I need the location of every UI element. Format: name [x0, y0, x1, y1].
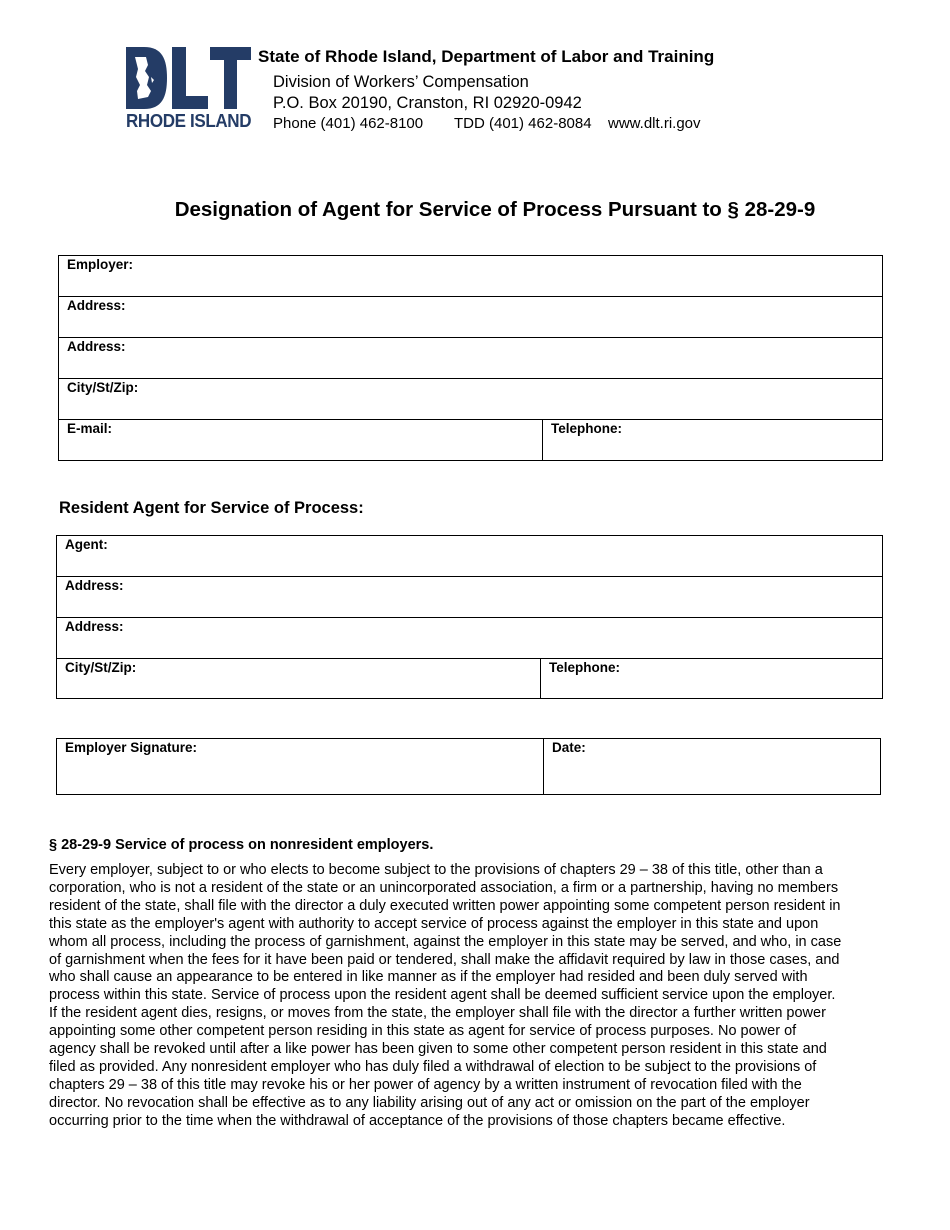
statute-line: If the resident agent dies, resigns, or moves from the state, the employer shall file with the director a further written power — [49, 1005, 826, 1022]
agent-contact-row — [57, 659, 882, 699]
employer-signature-field[interactable] — [57, 739, 543, 795]
statute-line: agency shall be revoked until after a like power has been given to some other competent person resident in this state and — [49, 1041, 827, 1058]
agent-address2-row[interactable] — [57, 618, 882, 659]
agent-address1-row[interactable] — [57, 577, 882, 618]
employer-email-field[interactable] — [59, 420, 542, 461]
agent-section-heading: Resident Agent for Service of Process: — [59, 499, 364, 517]
signature-row — [57, 739, 880, 795]
dlt-logo — [126, 47, 254, 133]
agent-telephone-label: Telephone: — [549, 660, 621, 675]
statute-heading: § 28-29-9 Service of process on nonresident employers. — [49, 837, 434, 853]
employer-email-label: E-mail: — [67, 421, 113, 436]
agency-name: State of Rhode Island, Department of Labor and Training — [258, 47, 715, 66]
agent-label: Agent: — [65, 537, 108, 552]
employer-city-label: City/St/Zip: — [67, 380, 139, 395]
agent-form — [56, 535, 883, 699]
statute-body — [49, 862, 904, 1131]
statute-line: this state as the employer's agent with authority to accept service of process against the employer in this state and upon — [49, 915, 819, 932]
employer-row[interactable] — [59, 256, 882, 297]
signature-form — [56, 738, 881, 795]
statute-line: who shall cause an appearance to be entered in like manner as if the employer had resided and been duly served with — [49, 969, 808, 986]
employer-label: Employer: — [67, 257, 134, 272]
statute-line: whom all process, including the process of garnishment, against the employer in this state may be served, and who, in case — [49, 933, 842, 950]
employer-address2-row[interactable] — [59, 338, 882, 379]
employer-city-row[interactable] — [59, 379, 882, 420]
employer-address1-label: Address: — [67, 298, 126, 313]
agent-row[interactable] — [57, 536, 882, 577]
employer-address1-row[interactable] — [59, 297, 882, 338]
statute-line: director. No revocation shall be effective as to any liability arising out of any act or omission on the part of the employer — [49, 1094, 810, 1111]
employer-telephone-label: Telephone: — [551, 421, 623, 436]
page-title: Designation of Agent for Service of Process Pursuant to § 28-29-9 — [174, 198, 816, 221]
signature-date-field[interactable] — [543, 739, 880, 795]
agent-city-label: City/St/Zip: — [65, 660, 137, 675]
agent-city-field[interactable] — [57, 659, 540, 699]
employer-telephone-field[interactable] — [542, 420, 882, 461]
statute-line: process within this state. Service of process upon the resident agent shall be deemed sufficient service upon the employer. — [49, 987, 836, 1004]
agent-telephone-field[interactable] — [540, 659, 882, 699]
logo-state-name: RHODE ISLAND — [126, 110, 252, 131]
statute-line: chapters 29 – 38 of this title may revoke his or her power of agency by a written instrument of revocation filed with the — [49, 1076, 802, 1093]
agency-website: www.dlt.ri.gov — [608, 115, 701, 132]
employer-contact-row — [59, 420, 882, 461]
agency-tdd: TDD (401) 462-8084 — [454, 115, 592, 132]
employer-signature-label: Employer Signature: — [65, 740, 198, 755]
signature-date-label: Date: — [552, 740, 586, 755]
statute-line: appointing some other competent person residing in this state as agent for service of process purposes. No power of — [49, 1023, 797, 1040]
agent-address2-label: Address: — [65, 619, 124, 634]
agency-address: P.O. Box 20190, Cranston, RI 02920-0942 — [273, 94, 582, 112]
statute-line: of garnishment when the fees for it have been paid or tendered, shall make the affidavit required by law in those cases, and — [49, 951, 840, 968]
statute-line: resident of the state, shall file with the director a duly executed written power appointing some competent person resident in — [49, 897, 841, 914]
agency-phone: Phone (401) 462-8100 — [273, 115, 424, 132]
statute-line: Every employer, subject to or who elects to become subject to the provisions of chapters 29 – 38 of this title, other than a — [49, 862, 823, 878]
statute-line: filed as provided. Any nonresident employer who has duly filed a withdrawal of election to be subject to the provisions of — [49, 1058, 817, 1075]
employer-form — [58, 255, 883, 461]
employer-address2-label: Address: — [67, 339, 126, 354]
statute-line: occurring prior to the time when the withdrawal of acceptance of the provisions of those chapters became effective. — [49, 1112, 786, 1129]
dlt-logo-letters-icon — [126, 47, 252, 109]
agent-address1-label: Address: — [65, 578, 124, 593]
division-name: Division of Workers’ Compensation — [273, 73, 529, 91]
statute-line: corporation, who is not a resident of the state or an unincorporated association, a firm or a partnership, having no members — [49, 879, 839, 896]
